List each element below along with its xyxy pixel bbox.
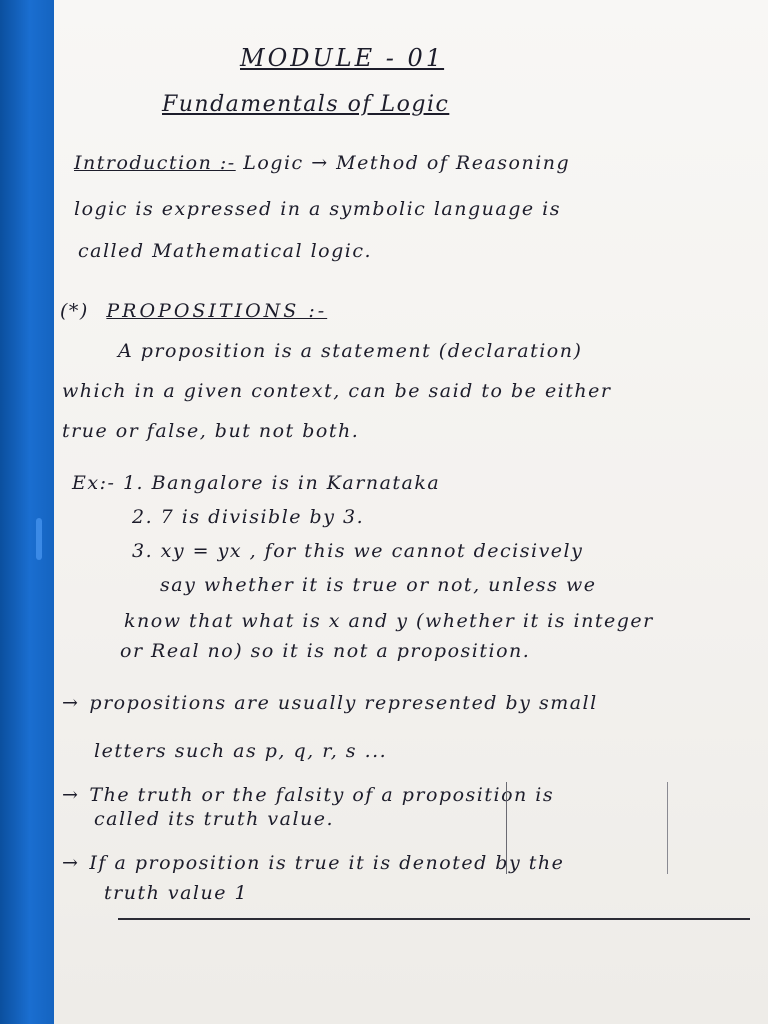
- intro-line-3: called Mathematical logic.: [78, 240, 373, 262]
- note-2-line-2: called its truth value.: [94, 808, 335, 830]
- faint-table-sketch: [506, 782, 668, 874]
- section-marker: (*): [60, 300, 89, 322]
- binder-hole: [36, 518, 42, 560]
- example-3-line-4: or Real no) so it is not a proposition.: [120, 640, 531, 662]
- arrow-icon: →: [62, 852, 80, 874]
- page-subtitle: Fundamentals of Logic: [162, 92, 450, 117]
- definition-line-2: which in a given context, can be said to be either: [62, 380, 612, 402]
- definition-line-3: true or false, but not both.: [62, 420, 360, 442]
- arrow-icon: →: [62, 692, 80, 714]
- notebook-binder-edge: [0, 0, 54, 1024]
- note-3-line-2: truth value 1: [104, 882, 249, 904]
- note-1-line-1: [62, 692, 598, 714]
- propositions-heading-line: [60, 300, 327, 322]
- note-3-text: If a proposition is true it is denoted by the: [89, 852, 565, 874]
- example-3-line-1: 3. xy = yx , for this we cannot decisively: [132, 540, 584, 562]
- intro-line-1-text: Logic → Method of Reasoning: [243, 152, 571, 174]
- example-1: Ex:- 1. Bangalore is in Karnataka: [72, 472, 441, 494]
- intro-line-1: [74, 152, 570, 174]
- intro-label: Introduction :-: [74, 152, 236, 174]
- note-1-line-2: letters such as p, q, r, s ...: [94, 740, 388, 762]
- intro-line-2: logic is expressed in a symbolic language is: [74, 198, 561, 220]
- note-3-line-1: [62, 852, 564, 874]
- note-1-text: propositions are usually represented by small: [89, 692, 598, 714]
- example-2: 2. 7 is divisible by 3.: [132, 506, 365, 528]
- arrow-icon: →: [62, 784, 80, 806]
- bottom-rule: [118, 918, 750, 920]
- page-title: MODULE - 01: [240, 44, 445, 72]
- example-3-line-3: know that what is x and y (whether it is integer: [124, 610, 654, 632]
- example-3-line-2: say whether it is true or not, unless we: [160, 574, 597, 596]
- note-2-text: The truth or the falsity of a proposition is: [89, 784, 555, 806]
- propositions-heading: PROPOSITIONS :-: [106, 300, 328, 322]
- note-2-line-1: [62, 784, 554, 806]
- definition-line-1: A proposition is a statement (declaration): [118, 340, 583, 362]
